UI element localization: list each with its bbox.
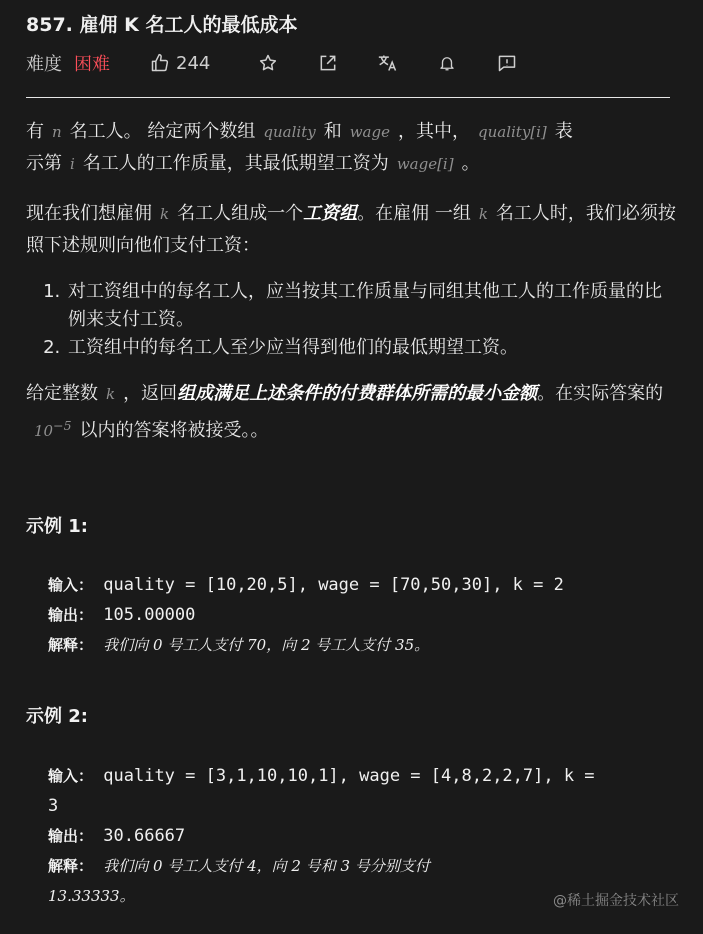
explain-label: 解释： <box>48 857 94 875</box>
emphasis-wage-group: 工资组 <box>303 203 358 224</box>
input-label: 输入： <box>48 576 94 594</box>
var-k: k <box>106 385 116 403</box>
notify-button[interactable] <box>434 50 460 76</box>
feedback-icon <box>497 53 517 73</box>
example-1-heading: 示例 1: <box>26 516 88 537</box>
var-i: i <box>70 155 75 173</box>
explain-label: 解释： <box>48 636 94 654</box>
rules-list <box>26 278 676 362</box>
problem-meta <box>26 50 210 76</box>
header-divider <box>26 97 670 98</box>
bell-icon <box>438 53 456 73</box>
share-button[interactable] <box>315 50 341 76</box>
like-button[interactable] <box>150 53 210 74</box>
difficulty-badge: 困难 <box>74 54 110 75</box>
emphasis-min-amount: 组成满足上述条件的付费群体所需的最小金额 <box>177 383 538 404</box>
problem-title: 857. 雇佣 K 名工人的最低成本 <box>26 14 298 36</box>
difficulty-label: 难度 <box>26 54 62 75</box>
example-explanation: 我们向 0 号工人支付 4，向 2 号和 3 号分别支付 <box>103 857 430 875</box>
var-quality-i: quality[i] <box>477 123 547 141</box>
rule-item: 1. 对工资组中的每名工人，应当按其工作质量与同组其他工人的工作质量的比例来支付工资。 <box>66 278 676 334</box>
rule-item: 2. 工资组中的每名工人至少应当得到他们的最低期望工资。 <box>66 334 676 362</box>
example-input-cont: 3 <box>48 796 59 816</box>
star-icon <box>258 53 278 73</box>
output-label: 输出： <box>48 606 94 624</box>
var-n: n <box>52 123 62 141</box>
share-icon <box>318 53 338 73</box>
example-output: 30.66667 <box>103 826 186 846</box>
tolerance-value: $10^{-5}$ <box>34 418 72 440</box>
example-output: 105.00000 <box>103 605 196 625</box>
example-1-block <box>48 570 658 660</box>
var-wage: wage <box>349 123 390 141</box>
example-2-heading: 示例 2: <box>26 706 88 727</box>
var-k: k <box>160 205 170 223</box>
var-quality: quality <box>263 123 316 141</box>
output-label: 输出： <box>48 827 94 845</box>
description-paragraph-3: 给定整数 k ，返回组成满足上述条件的付费群体所需的最小金额。在实际答案的$10^{-5}$ 以内的答案将被接受。。 <box>26 383 664 441</box>
thumbs-up-icon <box>150 53 170 73</box>
translate-button[interactable] <box>375 50 401 76</box>
example-input: quality = [10,20,5], wage = [70,50,30], k = 2 <box>103 575 564 595</box>
favorite-button[interactable] <box>255 50 281 76</box>
description-paragraph-1: 有 n 名工人。 给定两个数组 quality 和 wage ，其中， quality[i] 表 示第 i 名工人的工作质量，其最低期望工资为 wage[i] 。 <box>26 121 573 174</box>
input-label: 输入： <box>48 767 94 785</box>
feedback-button[interactable] <box>494 50 520 76</box>
var-k: k <box>478 205 488 223</box>
example-explanation-cont: 13.33333。 <box>48 887 135 905</box>
example-input: quality = [3,1,10,10,1], wage = [4,8,2,2,7], k = <box>103 766 595 786</box>
description-paragraph-2: 现在我们想雇佣 k 名工人组成一个工资组。在雇佣 一组 k 名工人时，我们必须按照下述规则向他们支付工资： <box>26 203 676 256</box>
watermark: @稀土掘金技术社区 <box>553 893 679 909</box>
like-count: 244 <box>176 52 211 74</box>
var-wage-i: wage[i] <box>396 155 454 173</box>
example-2-block <box>48 761 658 911</box>
translate-icon <box>377 53 399 73</box>
example-explanation: 我们向 0 号工人支付 70，向 2 号工人支付 35。 <box>103 636 430 654</box>
